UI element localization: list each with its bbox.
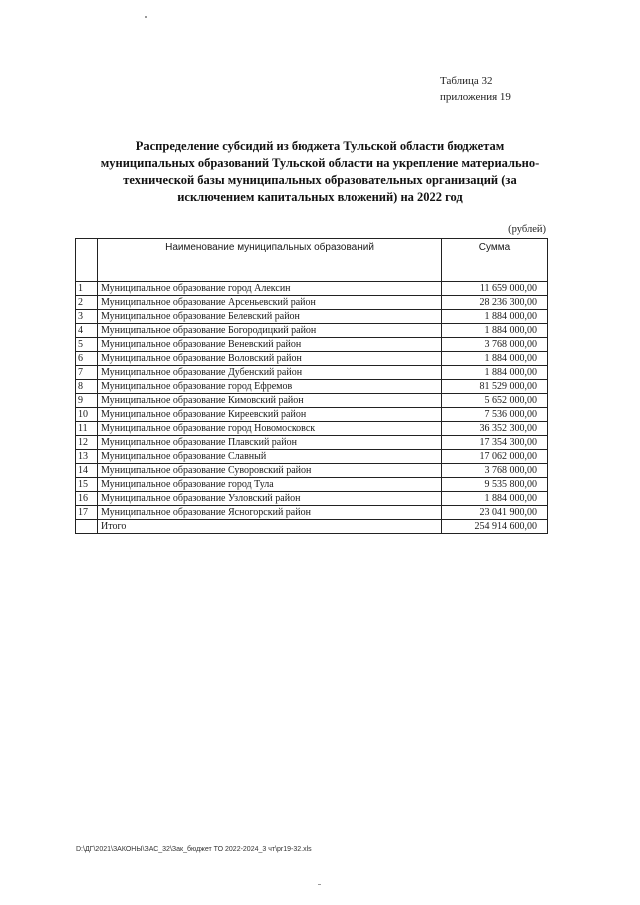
table-row — [76, 478, 548, 492]
row-municipality: Муниципальное образование Веневский район — [98, 338, 442, 352]
table-row — [76, 506, 548, 520]
row-number: 3 — [76, 310, 98, 324]
scan-speck — [145, 16, 147, 18]
row-amount: 1 884 000,00 — [442, 310, 548, 324]
row-municipality: Муниципальное образование Белевский район — [98, 310, 442, 324]
row-amount: 36 352 300,00 — [442, 422, 548, 436]
header-amount: Сумма — [442, 239, 548, 282]
table-row — [76, 436, 548, 450]
total-amount: 254 914 600,00 — [442, 520, 548, 534]
row-number: 10 — [76, 408, 98, 422]
row-number: 1 — [76, 282, 98, 296]
header-municipality: Наименование муниципальных образований — [98, 239, 442, 282]
row-number: 13 — [76, 450, 98, 464]
row-amount: 3 768 000,00 — [442, 464, 548, 478]
title-line-2: муниципальных образований Тульской области на укрепление материально- — [100, 156, 540, 170]
row-number: 9 — [76, 394, 98, 408]
table-row — [76, 296, 548, 310]
scan-speck — [318, 884, 321, 885]
row-amount: 23 041 900,00 — [442, 506, 548, 520]
row-number: 4 — [76, 324, 98, 338]
row-amount: 81 529 000,00 — [442, 380, 548, 394]
table-row — [76, 492, 548, 506]
row-number: 7 — [76, 366, 98, 380]
row-amount: 1 884 000,00 — [442, 324, 548, 338]
row-amount: 3 768 000,00 — [442, 338, 548, 352]
row-municipality: Муниципальное образование Кимовский район — [98, 394, 442, 408]
table-row — [76, 408, 548, 422]
row-amount: 5 652 000,00 — [442, 394, 548, 408]
total-number — [76, 520, 98, 534]
row-amount: 1 884 000,00 — [442, 492, 548, 506]
table-row — [76, 352, 548, 366]
row-number: 11 — [76, 422, 98, 436]
row-amount: 17 062 000,00 — [442, 450, 548, 464]
total-label: Итого — [98, 520, 442, 534]
table-row — [76, 310, 548, 324]
table-row — [76, 380, 548, 394]
subsidy-table — [75, 238, 548, 534]
table-row — [76, 366, 548, 380]
title-line-1: Распределение субсидий из бюджета Тульской области бюджетам — [135, 139, 505, 153]
row-municipality: Муниципальное образование город Тула — [98, 478, 442, 492]
table-row — [76, 450, 548, 464]
row-number: 8 — [76, 380, 98, 394]
row-municipality: Муниципальное образование Плавский район — [98, 436, 442, 450]
row-municipality: Муниципальное образование город Ефремов — [98, 380, 442, 394]
row-amount: 9 535 800,00 — [442, 478, 548, 492]
row-municipality: Муниципальное образование Киреевский район — [98, 408, 442, 422]
row-number: 2 — [76, 296, 98, 310]
table-row — [76, 464, 548, 478]
document-title — [80, 138, 560, 206]
row-amount: 28 236 300,00 — [442, 296, 548, 310]
row-number: 5 — [76, 338, 98, 352]
row-number: 6 — [76, 352, 98, 366]
file-path: D:\ДГ\2021\ЗАКОНЫ\ЗАС_32\Зак_бюджет ТО 2022-2024_3 чт\pr19-32.xls — [76, 846, 312, 853]
row-amount: 17 354 300,00 — [442, 436, 548, 450]
units-label: (рублей) — [508, 224, 546, 235]
appendix-number: приложения 19 — [440, 91, 511, 103]
row-number: 16 — [76, 492, 98, 506]
row-municipality: Муниципальное образование Арсеньевский район — [98, 296, 442, 310]
row-municipality: Муниципальное образование Суворовский район — [98, 464, 442, 478]
table-row — [76, 282, 548, 296]
row-number: 14 — [76, 464, 98, 478]
table-row — [76, 338, 548, 352]
table-row — [76, 422, 548, 436]
table-total-row — [76, 520, 548, 534]
table-row — [76, 324, 548, 338]
header-number — [76, 239, 98, 282]
table-body — [76, 282, 548, 520]
table-row — [76, 394, 548, 408]
row-municipality: Муниципальное образование Славный — [98, 450, 442, 464]
row-amount: 7 536 000,00 — [442, 408, 548, 422]
table-number: Таблица 32 — [440, 75, 493, 87]
row-number: 15 — [76, 478, 98, 492]
row-municipality: Муниципальное образование Богородицкий район — [98, 324, 442, 338]
table-header-row — [76, 239, 548, 282]
row-amount: 1 884 000,00 — [442, 366, 548, 380]
row-amount: 11 659 000,00 — [442, 282, 548, 296]
row-municipality: Муниципальное образование Воловский район — [98, 352, 442, 366]
row-amount: 1 884 000,00 — [442, 352, 548, 366]
row-number: 17 — [76, 506, 98, 520]
title-line-3: технической базы муниципальных образовательных организаций (за — [123, 173, 517, 187]
row-municipality: Муниципальное образование Ясногорский район — [98, 506, 442, 520]
table-reference — [440, 73, 511, 105]
row-municipality: Муниципальное образование Узловский район — [98, 492, 442, 506]
row-municipality: Муниципальное образование город Алексин — [98, 282, 442, 296]
row-municipality: Муниципальное образование Дубенский район — [98, 366, 442, 380]
row-municipality: Муниципальное образование город Новомосковск — [98, 422, 442, 436]
title-line-4: исключением капитальных вложений) на 2022 год — [177, 190, 463, 204]
row-number: 12 — [76, 436, 98, 450]
